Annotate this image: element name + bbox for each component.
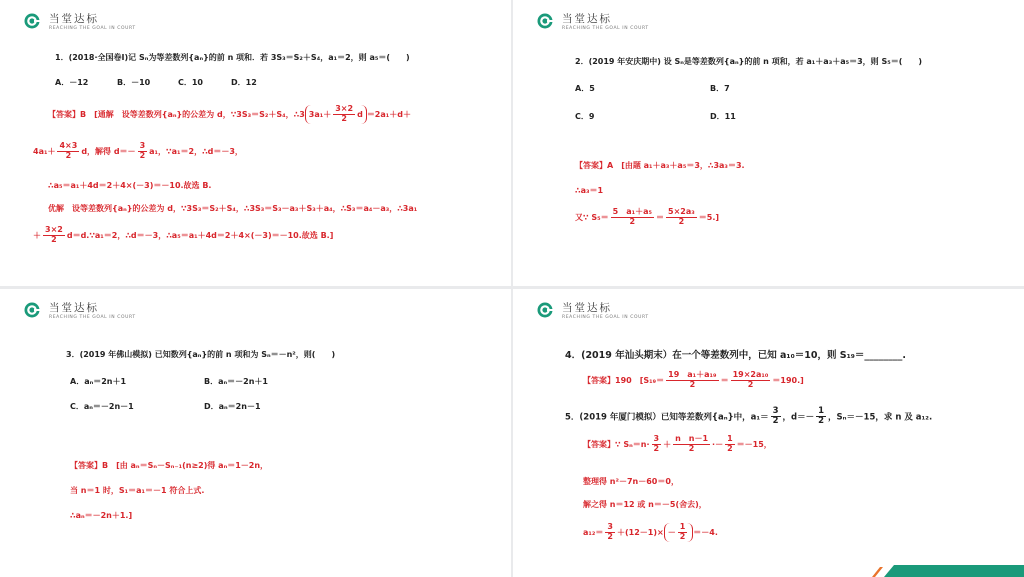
question-2-stem: 2．(2019 年安庆期中) 设 Sₙ是等差数列{aₙ}的前 n 项和，若 a₁＋a₃＋a₅＝3，则 S₅＝( ) — [575, 57, 923, 66]
brand-logo-icon — [24, 13, 40, 29]
option-d: D．12 — [231, 78, 257, 87]
q5-answer-line-2: 整理得 n²－7n－60＝0， — [583, 477, 679, 486]
option-a: A．aₙ＝2n＋1 — [70, 377, 127, 386]
question-5-stem: 5．(2019 年厦门模拟）已知等差数列{aₙ}中，a₁＝ $\frac{3}{2}$ ，d＝－ $\frac{1}{2}$ ，Sₙ＝－15，求 n 及 a₁₂. — [565, 406, 933, 427]
option-c: C．10 — [178, 78, 204, 87]
question-1-stem: 1．(2018·全国卷Ⅰ)记 Sₙ为等差数列{aₙ}的前 n 项和．若 3S₃＝S₂＋S₄，a₁＝2，则 a₅＝( ) — [55, 53, 410, 62]
slide-q3 — [0, 289, 511, 577]
option-b: B．－10 — [117, 78, 151, 87]
answer-line-2: 当 n＝1 时，S₁＝a₁＝－1 符合上式. — [70, 486, 205, 495]
header-title: 当堂达标 — [562, 302, 612, 314]
slide-q4-q5 — [513, 289, 1024, 577]
q5-answer-line-1: 【答案】∵ Sₙ＝n· $\frac{3}{2}$ ＋ $\frac{\text{n n－1}}{2}$ ·－ $\frac{1}{2}$ ＝－15， — [583, 434, 772, 453]
option-d: D．11 — [710, 112, 736, 121]
answer-line-1: 【答案】A [由题 a₁＋a₃＋a₅＝3，∴3a₃＝3. — [575, 161, 745, 170]
option-a: A．－12 — [55, 78, 89, 87]
answer-line-4: 优解 设等差数列{aₙ}的公差为 d，∵3S₃＝S₂＋S₄，∴3S₃＝S₃－a₃＋S₃＋a₄，∴S₃＝a₄－a₃，∴3a₁ — [48, 204, 418, 213]
option-c: C．9 — [575, 112, 595, 121]
answer-line-3: ∴aₙ＝－2n＋1.] — [70, 511, 133, 520]
q5-answer-line-4: a₁₂＝ $\frac{3}{2}$ ＋(12－1)× － $\frac{1}{2}$ ＝－4. — [583, 522, 718, 541]
answer-line-3: ∴a₅＝a₁＋4d＝2＋4×(－3)＝－10.故选 B. — [48, 181, 212, 190]
header-title: 当堂达标 — [49, 302, 99, 314]
header-subtitle: REACHING THE GOAL IN COURT — [49, 26, 136, 31]
brand-logo-icon — [537, 302, 553, 318]
header-title: 当堂达标 — [562, 13, 612, 25]
option-c: C．aₙ＝－2n－1 — [70, 402, 134, 411]
slide-q2 — [513, 0, 1024, 286]
answer-line-1: 【答案】B [由 aₙ＝Sₙ－Sₙ₋₁(n≥2)得 aₙ＝1－2n， — [70, 461, 269, 470]
answer-line-2: 4a₁＋ $\frac{4\times 3}{2}$ d，解得 d＝－ $\frac{3}{2}$ a₁，∵a₁＝2，∴d＝－3， — [33, 141, 243, 160]
answer-line-5: ＋ $\frac{3\times 2}{2}$ d＝d.∵a₁＝2，∴d＝－3，∴a₅＝a₁＋4d＝2＋4×(－3)＝－10.故选 B.] — [33, 225, 334, 244]
slide-q1 — [0, 0, 511, 286]
option-b: B．aₙ＝－2n＋1 — [204, 377, 268, 386]
q4-answer: 【答案】190 [S₁₉＝ $\frac{\text{19 a₁＋a₁₉}}{2}$ ＝ $\frac{\text{19×2a₁₀}}{2}$ ＝190.] — [583, 370, 804, 389]
option-a: A．5 — [575, 84, 595, 93]
brand-logo-icon — [537, 13, 553, 29]
answer-line-1: 【答案】B [通解 设等差数列{aₙ}的公差为 d，∵3S₃＝S₂＋S₄，∴3 3a₁＋ $\frac{3\times 2}{2}$ d ＝2a₁＋d＋ — [48, 104, 412, 123]
answer-line-2: ∴a₃＝1 — [575, 186, 604, 195]
corner-decoration — [854, 565, 1024, 577]
option-d: D．aₙ＝2n－1 — [204, 402, 261, 411]
header-subtitle: REACHING THE GOAL IN COURT — [562, 26, 649, 31]
header-subtitle: REACHING THE GOAL IN COURT — [49, 315, 136, 320]
answer-line-3: 又∵ S₅＝ $\frac{\text{5 a₁＋a₅}}{2}$ ＝ $\frac{\text{5×2a₃}}{2}$ ＝5.] — [575, 207, 720, 226]
question-4-stem: 4．(2019 年汕头期末）在一个等差数列中，已知 a₁₀＝10，则 S₁₉＝________. — [565, 350, 907, 361]
brand-logo-icon — [24, 302, 40, 318]
header-title: 当堂达标 — [49, 13, 99, 25]
q5-answer-line-3: 解之得 n＝12 或 n＝－5(舍去)， — [583, 500, 707, 509]
header-subtitle: REACHING THE GOAL IN COURT — [562, 315, 649, 320]
question-3-stem: 3．(2019 年佛山模拟) 已知数列{aₙ}的前 n 项和为 Sₙ＝－n²，则( ) — [66, 350, 336, 359]
option-b: B．7 — [710, 84, 730, 93]
